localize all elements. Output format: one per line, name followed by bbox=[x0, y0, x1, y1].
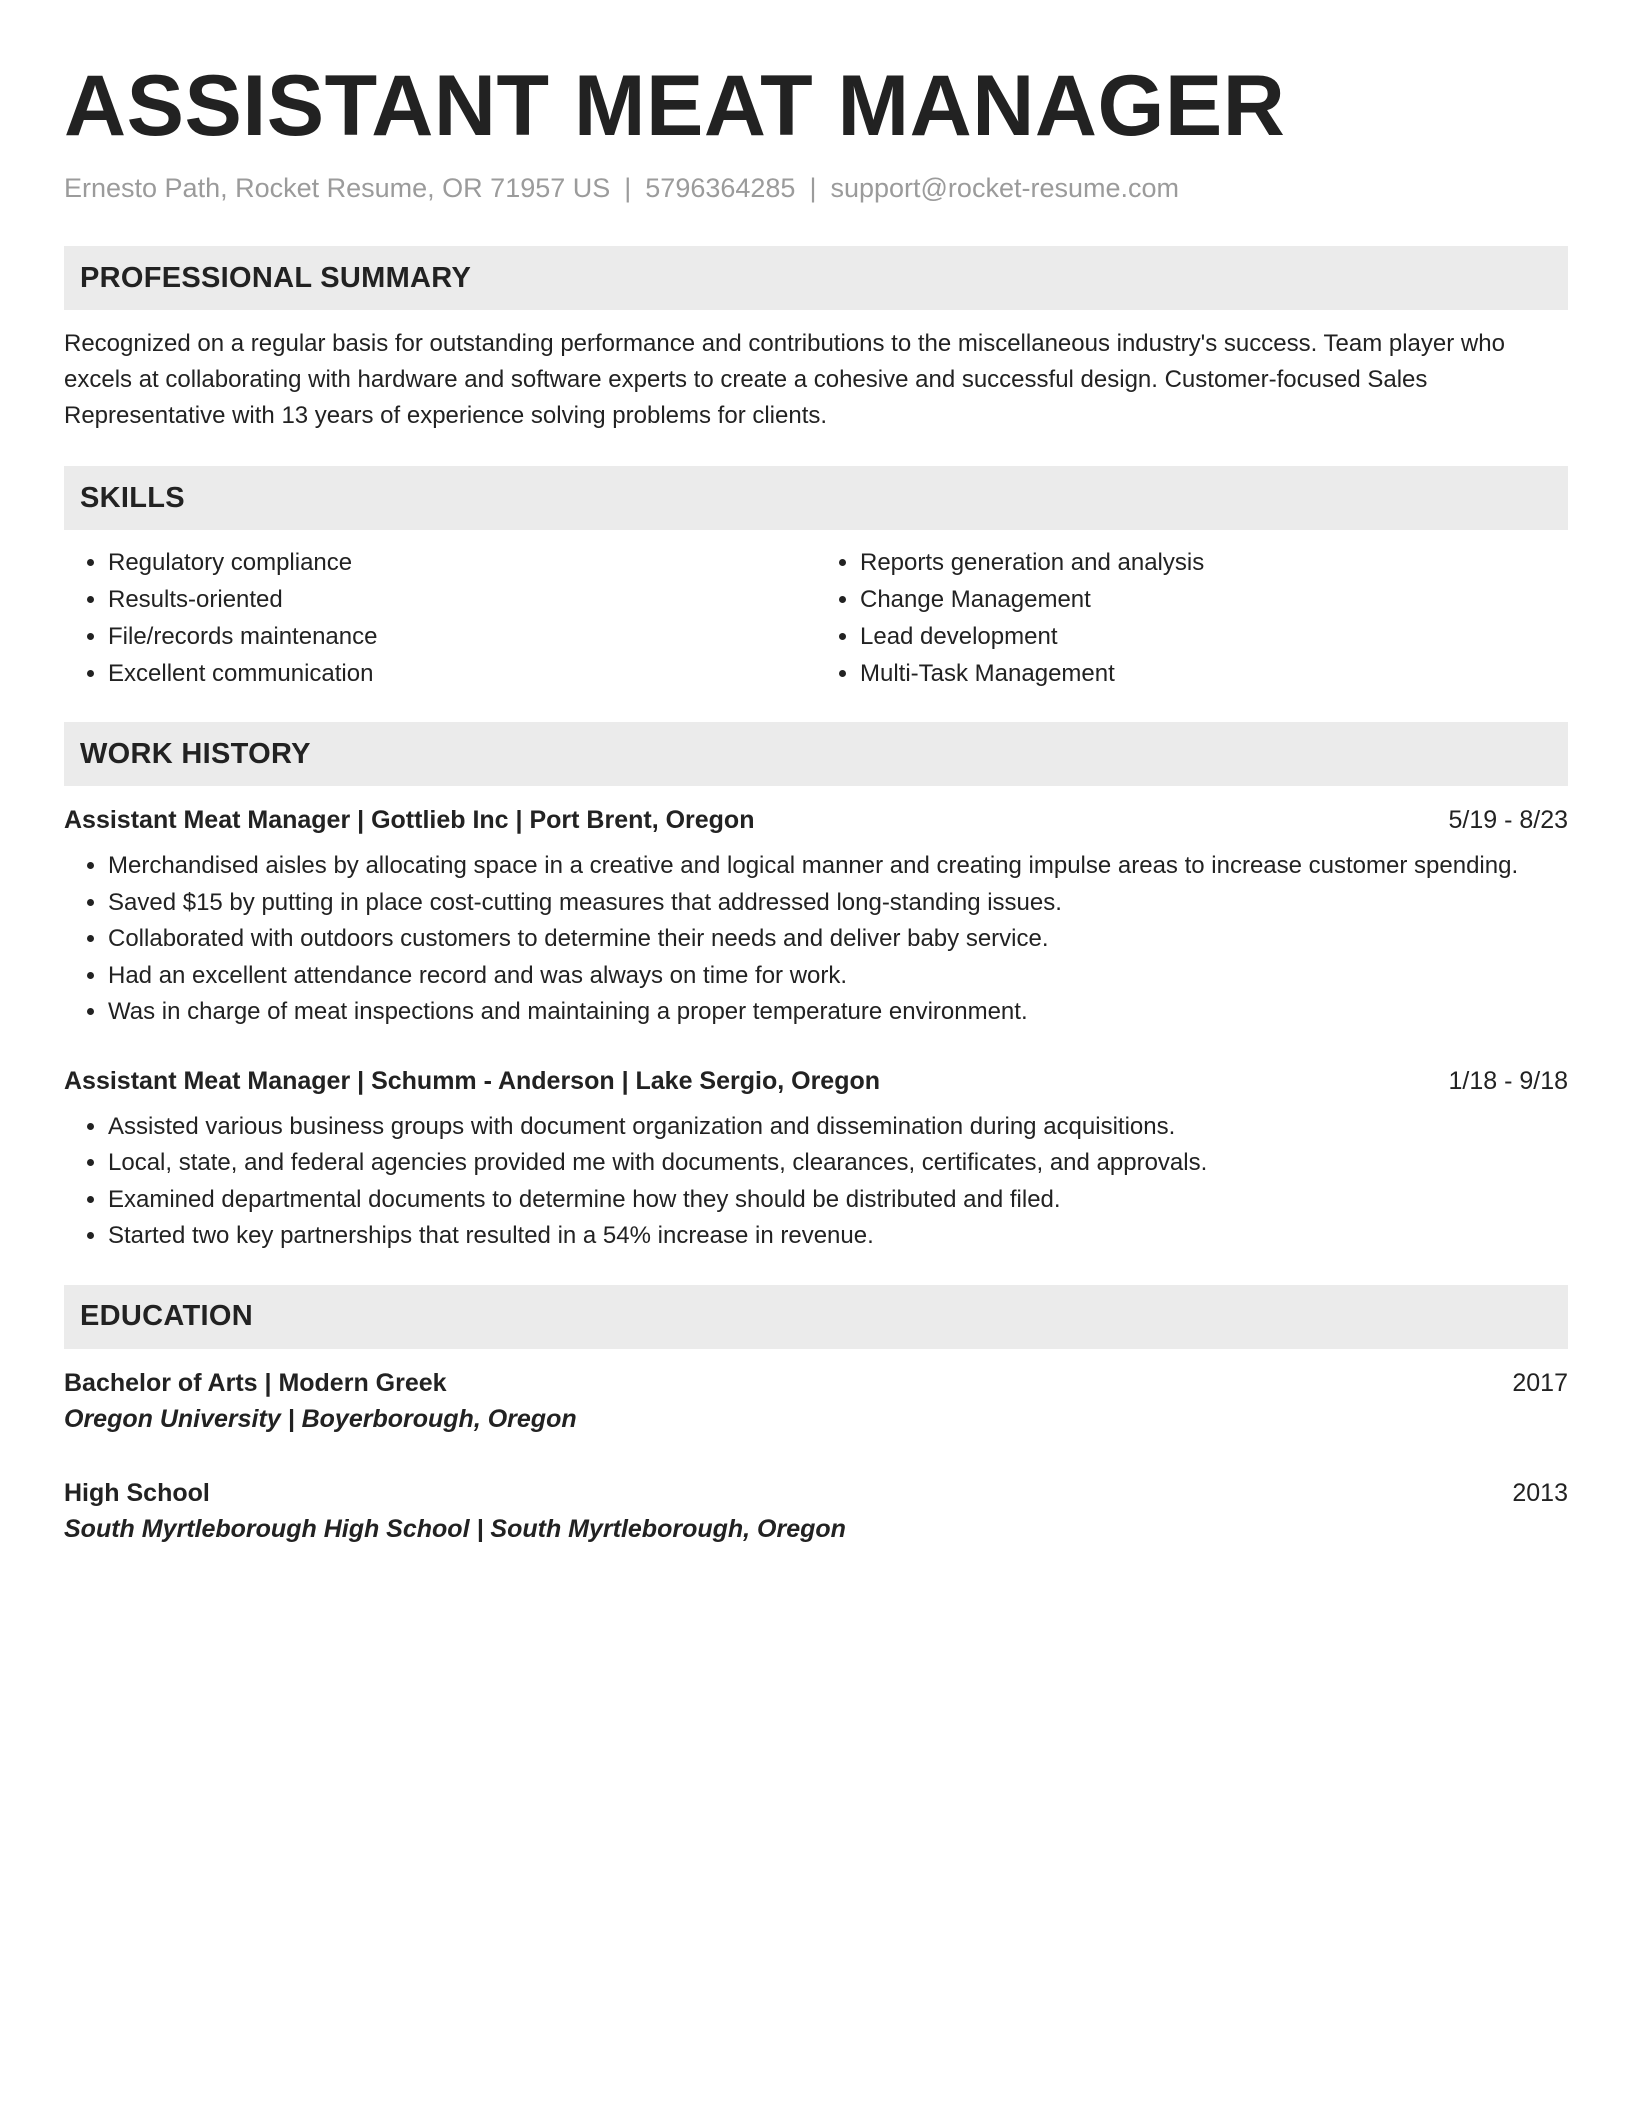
job-bullet: • Merchandised aisles by allocating space in a creative and logical manner and creating impulse areas to increase customer spending. bbox=[108, 848, 1568, 885]
contact-phone: 5796364285 bbox=[645, 173, 796, 203]
skills-list bbox=[64, 544, 1568, 692]
job-bullet: • Assisted various business groups with document organization and dissemination during acquisitions. bbox=[108, 1109, 1568, 1146]
education-year: 2013 bbox=[1512, 1478, 1568, 1507]
skill-item: • Reports generation and analysis bbox=[860, 544, 1568, 581]
summary-text: Recognized on a regular basis for outstanding performance and contributions to the miscellaneous industry's success. Team player who excels at collaborating with hardware and software experts to create a cohesive and successful design. Customer-focused Sales Representative with 13 years of experience solving problems for clients. bbox=[64, 330, 1505, 429]
job-title: Assistant Meat Manager | Gottlieb Inc | Port Brent, Oregon bbox=[64, 806, 755, 834]
education-header bbox=[64, 1365, 1568, 1401]
job-header bbox=[64, 802, 1568, 838]
contact-address: Ernesto Path, Rocket Resume, OR 71957 US bbox=[64, 173, 611, 203]
section-heading-work-history: WORK HISTORY bbox=[64, 722, 1568, 786]
education-header bbox=[64, 1475, 1568, 1511]
education-entry bbox=[64, 1475, 1568, 1547]
skills-column-left bbox=[64, 544, 816, 692]
education-year: 2017 bbox=[1512, 1368, 1568, 1397]
job-bullets bbox=[64, 848, 1568, 1031]
job-bullets bbox=[64, 1109, 1568, 1255]
job-bullet: • Was in charge of meat inspections and maintaining a proper temperature environment. bbox=[108, 994, 1568, 1031]
job-bullet: • Collaborated with outdoors customers to determine their needs and deliver baby service. bbox=[108, 921, 1568, 958]
job-bullet: • Had an excellent attendance record and was always on time for work. bbox=[108, 958, 1568, 995]
job-title: Assistant Meat Manager | Schumm - Anderson | Lake Sergio, Oregon bbox=[64, 1066, 881, 1095]
section-heading-skills: SKILLS bbox=[64, 466, 1568, 530]
education-school: Oregon University | Boyerborough, Oregon bbox=[64, 1404, 577, 1433]
education-school: South Myrtleborough High School | South Myrtleborough, Oregon bbox=[64, 1514, 846, 1543]
section-heading-education: EDUCATION bbox=[64, 1285, 1568, 1349]
job-bullet: • Examined departmental documents to determine how they should be distributed and filed. bbox=[108, 1182, 1568, 1219]
contact-separator: | bbox=[809, 173, 817, 203]
contact-line bbox=[64, 170, 1568, 206]
skill-item: • Change Management bbox=[860, 581, 1568, 618]
job-bullet: • Local, state, and federal agencies provided me with documents, clearances, certificates, and approvals. bbox=[108, 1145, 1568, 1182]
skill-item: • File/records maintenance bbox=[108, 618, 816, 655]
job-bullet: • Saved $15 by putting in place cost-cutting measures that addressed long-standing issues. bbox=[108, 885, 1568, 922]
contact-email: support@rocket-resume.com bbox=[830, 173, 1179, 203]
job-entry bbox=[64, 1063, 1568, 1255]
education-degree: High School bbox=[64, 1478, 210, 1507]
resume-title: ASSISTANT MEAT MANAGER bbox=[64, 58, 1286, 154]
skill-item: • Multi-Task Management bbox=[860, 655, 1568, 692]
education-degree: Bachelor of Arts | Modern Greek bbox=[64, 1368, 447, 1397]
job-header bbox=[64, 1063, 1568, 1099]
skill-item: • Lead development bbox=[860, 618, 1568, 655]
section-heading-summary: PROFESSIONAL SUMMARY bbox=[64, 246, 1568, 310]
job-dates: 5/19 - 8/23 bbox=[1448, 806, 1568, 834]
job-dates: 1/18 - 9/18 bbox=[1448, 1066, 1568, 1095]
job-bullet: • Started two key partnerships that resulted in a 54% increase in revenue. bbox=[108, 1218, 1568, 1255]
skill-item: • Results-oriented bbox=[108, 581, 816, 618]
education-entry bbox=[64, 1365, 1568, 1437]
contact-separator: | bbox=[624, 173, 632, 203]
skill-item: • Regulatory compliance bbox=[108, 544, 816, 581]
skills-column-right bbox=[816, 544, 1568, 692]
skill-item: • Excellent communication bbox=[108, 655, 816, 692]
job-entry bbox=[64, 802, 1568, 1031]
